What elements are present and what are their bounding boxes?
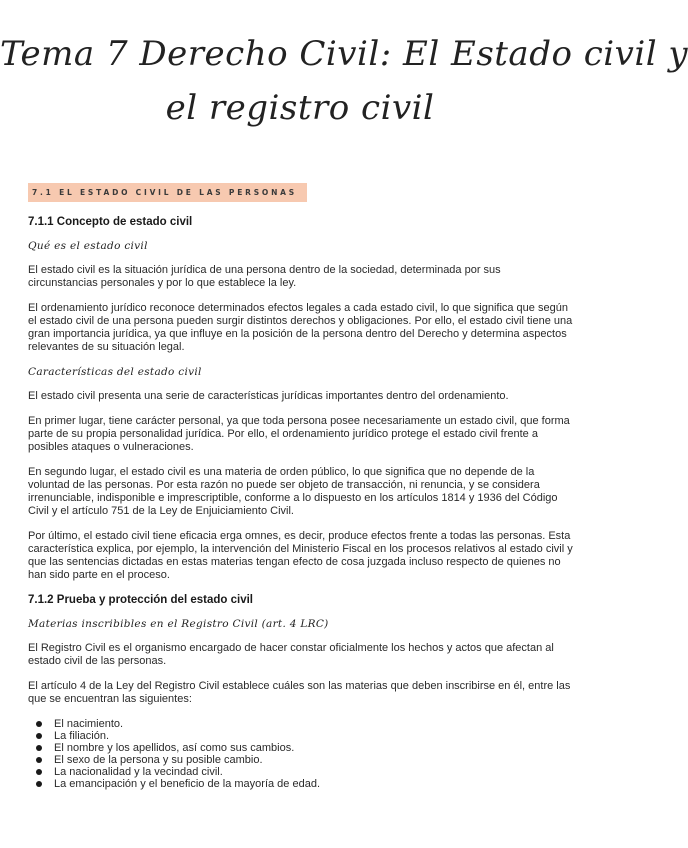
paragraph-articulo-4: El artículo 4 de la Ley del Registro Civil establece cuáles son las materias que deben inscribirse en él, entre las que se encuentran las siguientes: [28, 680, 571, 705]
list-item: El nacimiento. [28, 718, 573, 730]
list-item: La nacionalidad y la vecindad civil. [28, 766, 573, 778]
paragraph-erga-omnes: Por último, el estado civil tiene eficacia erga omnes, es decir, produce efectos frente a todas las personas. Esta característica explica, por ejemplo, la intervención del Ministerio Fiscal en los procesos relativos al estado civil y que las sentencias dictadas en estas materias tengan efecto de cosa juzgada incluso respecto de quienes no han sido parte en el proceso. [28, 530, 573, 581]
heading-7-1-1: 7.1.1 Concepto de estado civil [28, 216, 193, 228]
paragraph-intro-caracteristicas: El estado civil presenta una serie de características jurídicas importantes dentro del ordenamiento. [28, 390, 509, 402]
section-badge: 7.1 EL ESTADO CIVIL DE LAS PERSONAS [28, 183, 307, 202]
paragraph-effects: El ordenamiento jurídico reconoce determinados efectos legales a cada estado civil, lo que significa que según el estado civil de una persona pueden surgir distintos derechos y obligaciones. Por ello, el estado civil tiene una gran importancia jurídica, ya que influye en la posición de la persona dentro del Derecho y determina aspectos relevantes de su situación legal. [28, 302, 573, 353]
materias-list [28, 718, 573, 790]
paragraph-definition: El estado civil es la situación jurídica de una persona dentro de la sociedad, determinada por sus circunstancias personales y por lo que establece la ley. [28, 264, 501, 289]
list-item: La emancipación y el beneficio de la mayoría de edad. [28, 778, 573, 790]
subheading-materias-inscribibles: Materias inscribibles en el Registro Civil (art. 4 LRC) [28, 618, 329, 630]
subheading-caracteristicas: Características del estado civil [28, 366, 202, 378]
subheading-que-es: Qué es el estado civil [28, 240, 148, 252]
document-content [28, 180, 573, 790]
list-item: El nombre y los apellidos, así como sus cambios. [28, 742, 573, 754]
list-item: El sexo de la persona y su posible cambio. [28, 754, 573, 766]
document-title-line-2: el registro civil [165, 88, 435, 128]
heading-7-1-2: 7.1.2 Prueba y protección del estado civil [28, 594, 253, 606]
document-title-line-1: Tema 7 Derecho Civil: El Estado civil y [0, 34, 688, 74]
paragraph-orden-publico: En segundo lugar, el estado civil es una materia de orden público, lo que significa que no depende de la voluntad de las personas. Por esta razón no puede ser objeto de transacción, ni renuncia, y se considera irrenunciable, indisponible e imprescriptible, conforme a lo dispuesto en los artículos 1814 y 1936 del Código Civil y el artículo 751 de la Ley de Enjuiciamiento Civil. [28, 466, 558, 517]
paragraph-caracter-personal: En primer lugar, tiene carácter personal, ya que toda persona posee necesariamente un estado civil, que forma parte de su propia personalidad jurídica. Por ello, el ordenamiento jurídico protege el estado civil frente a posibles ataques o vulneraciones. [28, 415, 570, 453]
paragraph-registro-civil: El Registro Civil es el organismo encargado de hacer constar oficialmente los hechos y actos que afectan al estado civil de las personas. [28, 642, 554, 667]
list-item: La filiación. [28, 730, 573, 742]
